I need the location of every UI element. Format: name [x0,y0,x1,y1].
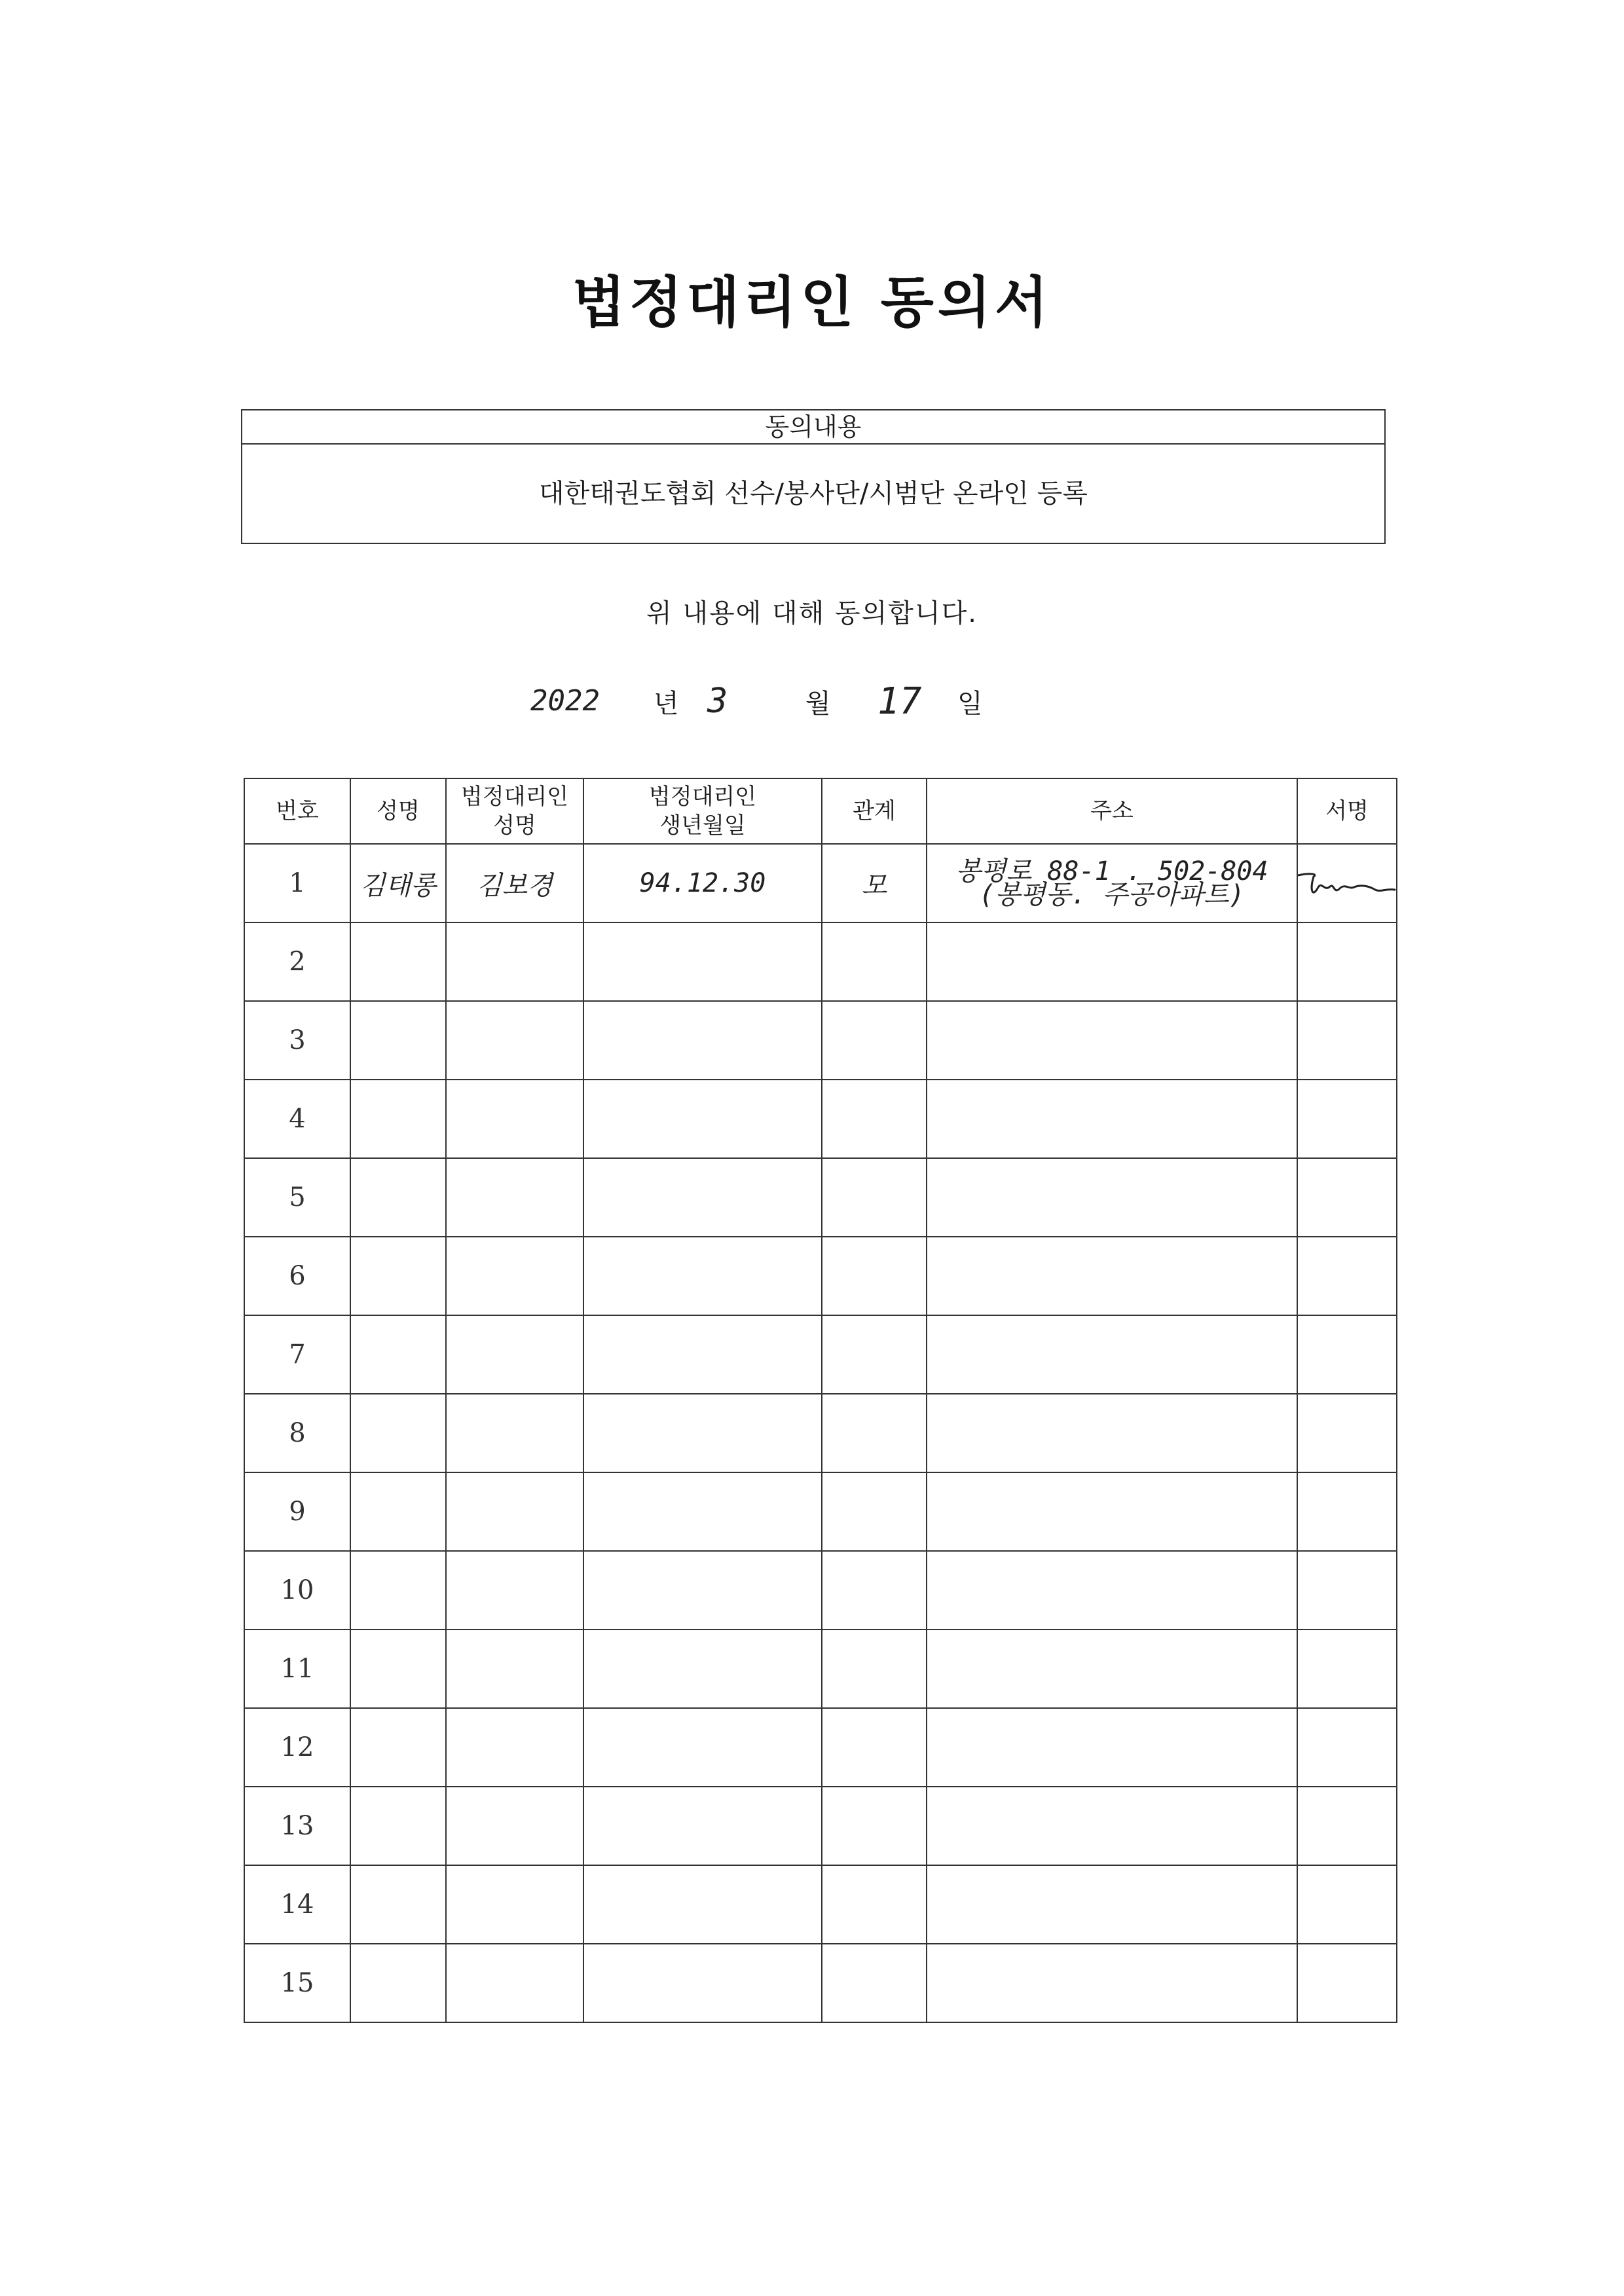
table-row [244,1394,1397,1472]
header-guardian-name [446,778,583,844]
cell-relation[interactable] [822,1315,927,1394]
cell-no: 4 [244,1080,350,1158]
guardian-table [244,778,1397,2023]
cell-signature[interactable] [1297,1237,1397,1315]
cell-guardian-birth[interactable] [583,1158,822,1237]
document-title: 법정대리인 동의서 [572,270,1052,335]
table-row [244,1001,1397,1080]
cell-no: 8 [244,1394,350,1472]
cell-signature[interactable] [1297,1472,1397,1551]
cell-signature[interactable] [1297,922,1397,1001]
cell-signature[interactable] [1297,1865,1397,1944]
table-row [244,1630,1397,1708]
cell-address[interactable] [927,1394,1297,1472]
date-day-label: 일 [957,689,983,719]
cell-name[interactable] [350,922,446,1001]
cell-guardian-birth[interactable] [583,1787,822,1865]
cell-signature[interactable] [1297,1787,1397,1865]
cell-address[interactable] [927,1787,1297,1865]
cell-signature[interactable] [1297,1394,1397,1472]
cell-guardian-name[interactable] [446,1630,583,1708]
cell-guardian-name[interactable] [446,1001,583,1080]
cell-relation[interactable] [822,1158,927,1237]
cell-signature[interactable] [1297,844,1397,922]
table-row [244,1080,1397,1158]
header-guardian-name-line2: 성명 [493,812,536,839]
cell-name[interactable] [350,1158,446,1237]
cell-signature[interactable] [1297,1551,1397,1630]
cell-relation[interactable] [822,1001,927,1080]
cell-relation[interactable] [822,1630,927,1708]
header-guardian-birth [583,778,822,844]
header-guardian-name-line1: 법정대리인 [460,784,569,810]
cell-no: 6 [244,1237,350,1315]
cell-address[interactable] [927,1237,1297,1315]
cell-no: 3 [244,1001,350,1080]
cell-address[interactable] [927,1551,1297,1630]
cell-address[interactable] [927,1472,1297,1551]
cell-no: 9 [244,1472,350,1551]
cell-guardian-birth[interactable] [583,1394,822,1472]
cell-name[interactable] [350,1787,446,1865]
cell-signature[interactable] [1297,1001,1397,1080]
table-row [244,1551,1397,1630]
cell-signature[interactable] [1297,1080,1397,1158]
cell-guardian-birth[interactable] [583,1237,822,1315]
cell-guardian-birth[interactable] [583,1080,822,1158]
cell-guardian-name[interactable] [446,1080,583,1158]
table-row [244,1787,1397,1865]
cell-no: 13 [244,1787,350,1865]
cell-relation[interactable] [822,922,927,1001]
cell-address-line1: 봉평로 88-1 . 502-804 [955,856,1268,886]
cell-guardian-birth[interactable] [583,1551,822,1630]
cell-no: 11 [244,1630,350,1708]
date-year-value[interactable]: 2022 [530,684,600,718]
cell-guardian-birth[interactable] [583,1001,822,1080]
cell-signature[interactable] [1297,1315,1397,1394]
date-year-label: 년 [654,689,679,719]
cell-relation[interactable] [822,1080,927,1158]
cell-name[interactable] [350,1865,446,1944]
cell-guardian-birth[interactable] [583,1315,822,1394]
cell-no: 7 [244,1315,350,1394]
cell-address[interactable] [927,1630,1297,1708]
cell-name[interactable] [350,1080,446,1158]
cell-guardian-birth[interactable] [583,922,822,1001]
header-guardian-birth-line1: 법정대리인 [648,784,757,810]
cell-name[interactable] [350,1472,446,1551]
cell-no: 15 [244,1944,350,2022]
cell-relation[interactable] [822,1787,927,1865]
cell-name[interactable] [350,1944,446,2022]
cell-no: 10 [244,1551,350,1630]
cell-guardian-name[interactable] [446,922,583,1001]
cell-name[interactable] [350,1315,446,1394]
cell-guardian-birth[interactable] [583,1472,822,1551]
cell-guardian-birth[interactable] [583,1865,822,1944]
cell-guardian-birth[interactable]: 94.12.30 [583,844,822,922]
cell-address[interactable] [927,1708,1297,1787]
cell-name[interactable] [350,1237,446,1315]
cell-no: 12 [244,1708,350,1787]
cell-relation[interactable] [822,1944,927,2022]
cell-relation[interactable] [822,1394,927,1472]
date-day-value[interactable]: 17 [877,680,922,723]
table-header-row [244,778,1397,844]
cell-name[interactable] [350,1630,446,1708]
cell-name[interactable] [350,1001,446,1080]
consent-body: 대한태권도협회 선수/봉사단/시범단 온라인 등록 [539,479,1088,509]
cell-address[interactable] [927,1001,1297,1080]
cell-guardian-name[interactable] [446,1472,583,1551]
cell-guardian-birth[interactable] [583,1708,822,1787]
table-row [244,1944,1397,2022]
cell-address[interactable] [927,1315,1297,1394]
cell-guardian-name[interactable] [446,1708,583,1787]
cell-guardian-name[interactable]: 김보경 [446,844,583,922]
cell-guardian-name[interactable] [446,1787,583,1865]
header-no: 번호 [244,778,350,844]
header-relation: 관계 [822,778,927,844]
cell-name[interactable] [350,1394,446,1472]
cell-guardian-name[interactable] [446,1158,583,1237]
cell-relation[interactable]: 모 [822,844,927,922]
agree-statement: 위 내용에 대해 동의합니다. [646,598,978,629]
cell-address[interactable] [927,844,1297,922]
cell-signature[interactable] [1297,1944,1397,2022]
cell-relation[interactable] [822,1237,927,1315]
table-row [244,1158,1397,1237]
handwritten-signature [1298,857,1396,909]
cell-name[interactable] [350,1551,446,1630]
cell-no: 5 [244,1158,350,1237]
cell-name[interactable] [350,1708,446,1787]
consent-header: 동의내용 [242,410,1384,445]
date-month-label: 월 [805,689,831,719]
cell-guardian-name[interactable] [446,1237,583,1315]
cell-signature[interactable] [1297,1708,1397,1787]
cell-relation[interactable] [822,1865,927,1944]
date-month-value[interactable]: 3 [707,682,728,721]
table-row [244,1315,1397,1394]
table-row [244,1472,1397,1551]
table-row [244,844,1397,922]
cell-guardian-birth[interactable] [583,1630,822,1708]
cell-guardian-name[interactable] [446,1394,583,1472]
cell-guardian-name[interactable] [446,1944,583,2022]
cell-address[interactable] [927,1158,1297,1237]
header-address: 주소 [927,778,1297,844]
cell-address-line2: (봉평동. 주공아파트) [979,880,1245,910]
table-row [244,1237,1397,1315]
table-row [244,1865,1397,1944]
cell-signature[interactable] [1297,1158,1397,1237]
cell-guardian-name[interactable] [446,1865,583,1944]
cell-no: 1 [244,844,350,922]
cell-address[interactable] [927,1865,1297,1944]
date-line [0,678,1624,730]
cell-relation[interactable] [822,1551,927,1630]
cell-relation[interactable] [822,1708,927,1787]
table-row [244,922,1397,1001]
cell-relation[interactable] [822,1472,927,1551]
cell-guardian-name[interactable] [446,1315,583,1394]
cell-guardian-birth[interactable] [583,1944,822,2022]
header-guardian-birth-line2: 생년월일 [659,812,746,839]
cell-guardian-name[interactable] [446,1551,583,1630]
cell-no: 2 [244,922,350,1001]
cell-address[interactable] [927,1944,1297,2022]
cell-no: 14 [244,1865,350,1944]
cell-name[interactable]: 김태롱 [350,844,446,922]
consent-box [241,409,1386,544]
header-signature: 서명 [1297,778,1397,844]
header-name: 성명 [350,778,446,844]
table-row [244,1708,1397,1787]
cell-signature[interactable] [1297,1630,1397,1708]
cell-address[interactable] [927,1080,1297,1158]
cell-address[interactable] [927,922,1297,1001]
